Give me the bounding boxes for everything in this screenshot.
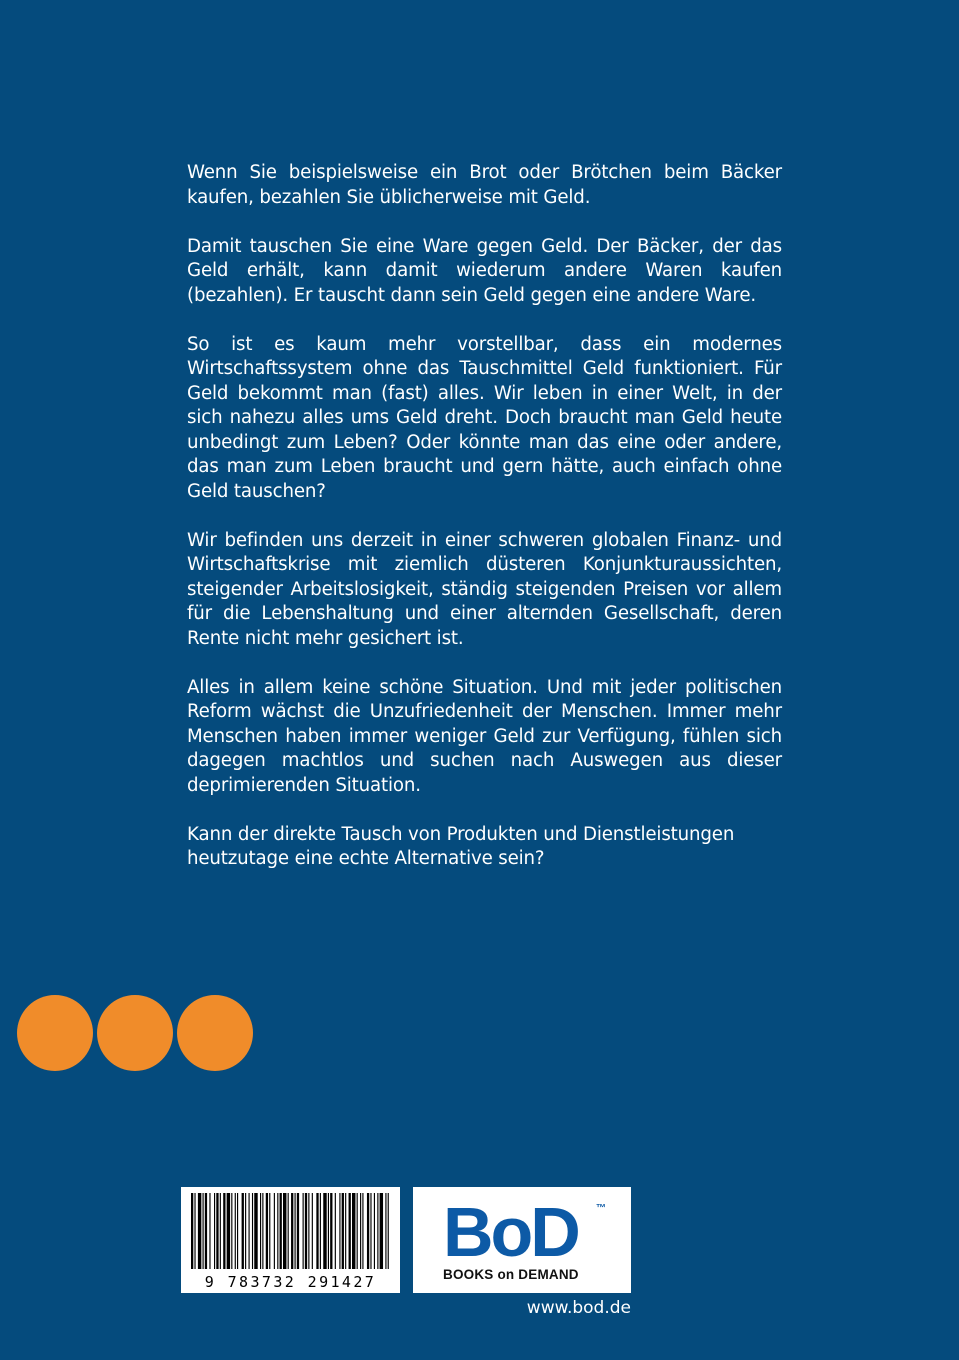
trademark-symbol: ™ <box>596 1203 606 1214</box>
publisher-website: www.bod.de <box>526 1298 631 1318</box>
orange-dots <box>17 995 257 1071</box>
blurb-paragraph-5: Alles in allem keine schöne Situation. Und mit jeder politischen Reform wächst die Unzufriedenheit der Menschen. Immer mehr Menschen haben immer weniger Geld zur Verfügung, fühlen sich dagegen machtlos und suchen nach Auswegen aus dieser deprimierenden Situation. <box>187 676 782 796</box>
dot-icon <box>177 995 253 1071</box>
blurb-paragraph-6: Kann der direkte Tausch von Produkten und Dienstleistungen heutzutage eine echte Alternative sein? <box>187 823 735 869</box>
bod-logo-text: BoD <box>443 1193 578 1271</box>
back-cover-blurb <box>187 161 782 896</box>
dot-icon <box>97 995 173 1071</box>
blurb-paragraph-1: Wenn Sie beispielsweise ein Brot oder Brötchen beim Bäcker kaufen, bezahlen Sie üblicherweise mit Geld. <box>187 162 782 208</box>
isbn-number: 9 783732 291427 <box>204 1273 377 1291</box>
publisher-logo <box>413 1187 631 1293</box>
blurb-paragraph-3: So ist es kaum mehr vorstellbar, dass ein modernes Wirtschaftssystem ohne das Tauschmittel Geld funktioniert. Für Geld bekommt man (fast) alles. Wir leben in einer Welt, in der sich nahezu alles ums Geld dreht. Doch braucht man Geld heute unbedingt zum Leben? Oder könnte man das eine oder andere, das man zum Leben braucht und gern hätte, auch einfach ohne Geld tauschen? <box>187 333 782 502</box>
isbn-barcode <box>181 1187 400 1293</box>
blurb-paragraph-2: Damit tauschen Sie eine Ware gegen Geld. Der Bäcker, der das Geld erhält, kann damit wiederum andere Waren kaufen (bezahlen). Er tauscht dann sein Geld gegen eine andere Ware. <box>187 235 782 306</box>
blurb-paragraph-4: Wir befinden uns derzeit in einer schweren globalen Finanz- und Wirtschaftskrise mit ziemlich düsteren Konjunkturaussichten, steigender Arbeitslosigkeit, ständig steigenden Preisen vor allem für die Lebenshaltung und einer alternden Gesellschaft, deren Rente nicht mehr gesichert ist. <box>187 529 782 649</box>
dot-icon <box>17 995 93 1071</box>
publisher-tagline: BOOKS on DEMAND <box>443 1267 579 1282</box>
